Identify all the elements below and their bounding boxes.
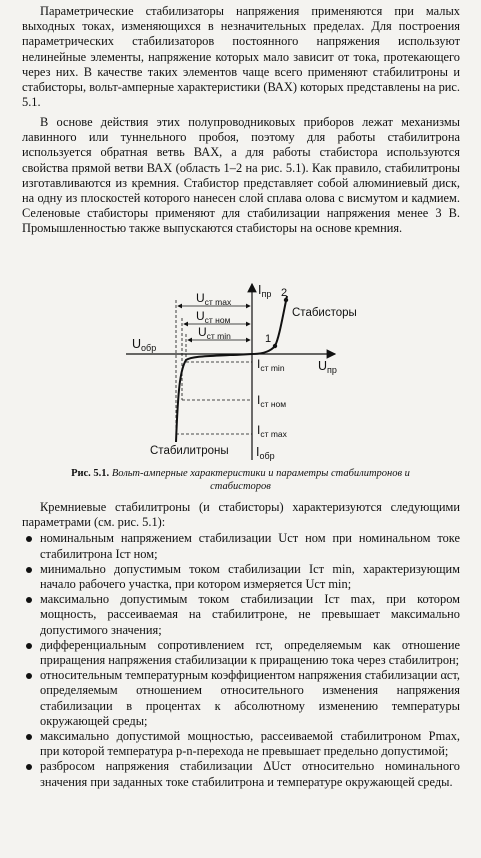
- list-item: максимально допустимым током стабилизации Iст max, при котором мощность, рассеиваемая на стабилитроне, не превышает максимально допустимого значения;: [22, 592, 460, 638]
- stabistor-curve: [252, 296, 287, 354]
- i-st-min-label: $I_{ст min}$: [257, 357, 285, 373]
- vac-diagram: [0, 270, 481, 470]
- u-pr-label: $U_{пр}$: [318, 359, 337, 375]
- list-item: разбросом напряжения стабилизации ΔUст относительно номинального значения при заданных токе стабилитрона и температуре окружающей среды.: [22, 759, 460, 789]
- i-pr-label: $I_{пр}$: [258, 283, 272, 299]
- stabilitrons-label: Стабилитроны: [150, 445, 229, 457]
- list-item: дифференциальным сопротивлением rст, определяемым как отношение приращения напряжения стабилизации к приращению тока через стабилитрон;: [22, 638, 460, 668]
- list-item: минимально допустимым током стабилизации Iст min, характеризующим начало рабочего участка, при котором измеряется Uст min;: [22, 562, 460, 592]
- mechanism-text: В основе действия этих полупроводниковых приборов лежат механизмы лавинного или туннельного пробоя, поэтому для работы стабилитрона используется обратная ветвь ВАХ, а для работы стабистора используются свойства прямой ветви ВАХ (область 1–2 на рис. 5.1). Как правило, стабилитроны изготавливаются из кремния. Стабистор представляет собой алюминиевый диск, на одну из плоскостей которого нанесен слой сплава олова с висмутом и кадмием. Селеновые стабисторы применяют для стабилизации напряжения менее 3 В. Промышленностью также выпускаются стабисторы на основе кремния.: [22, 115, 460, 236]
- u-st-max-label: $U_{ст max}$: [196, 291, 232, 307]
- i-obr-label: $I_{обр}$: [256, 445, 275, 461]
- list-item: максимально допустимой мощностью, рассеиваемой стабилитроном Pmax, при которой температура p-n-перехода не превышает предельно допустимой;: [22, 729, 460, 759]
- list-item: относительным температурным коэффициентом напряжения стабилизации αст, определяемым отношением относительного изменения напряжения стабилизации в процентах к абсолютному изменению температуры окружающей среды;: [22, 668, 460, 729]
- parameters-section: [22, 500, 460, 790]
- u-obr-label: $U_{обр}$: [132, 337, 157, 353]
- figure-caption: [40, 468, 441, 493]
- u-st-nom-label: $U_{ст ном}$: [196, 309, 231, 325]
- parameters-lead: Кремниевые стабилитроны (и стабисторы) характеризуются следующими параметрами (см. рис. 5.1):: [22, 500, 460, 530]
- point-2-label: 2: [281, 287, 288, 299]
- caption-number: Рис. 5.1.: [71, 468, 110, 479]
- stabilitron-curve: [176, 354, 252, 442]
- u-st-min-label: $U_{ст min}$: [198, 325, 231, 341]
- point-1-marker: [273, 344, 277, 348]
- caption-text: Вольт-амперные характеристики и параметры стабилитронов и стабисторов: [111, 468, 410, 492]
- parameters-list: [22, 531, 460, 789]
- point-1-label: 1: [265, 333, 272, 345]
- i-st-nom-label: $I_{ст ном}$: [257, 393, 287, 409]
- mechanism-paragraph: [22, 115, 460, 237]
- list-item: номинальным напряжением стабилизации Uст ном при номинальном токе стабилитрона Iст ном;: [22, 531, 460, 561]
- figure-5-1: [0, 270, 481, 500]
- stabistors-label: Стабисторы: [292, 307, 357, 319]
- intro-text: Параметрические стабилизаторы напряжения применяются при малых выходных токах, изменяющихся в незначительных пределах. Для построения параметрических стабилизаторов постоянного напряжения используют нелинейные элементы, напряжение которых мало зависит от тока, протекающего через них. В качестве таких элементов чаще всего применяют стабилитроны и стабисторы, вольт-амперные характеристики (ВАХ) которых представлены на рис. 5.1.: [22, 4, 460, 110]
- intro-paragraph: [22, 4, 460, 110]
- i-st-max-label: $I_{ст max}$: [257, 423, 287, 439]
